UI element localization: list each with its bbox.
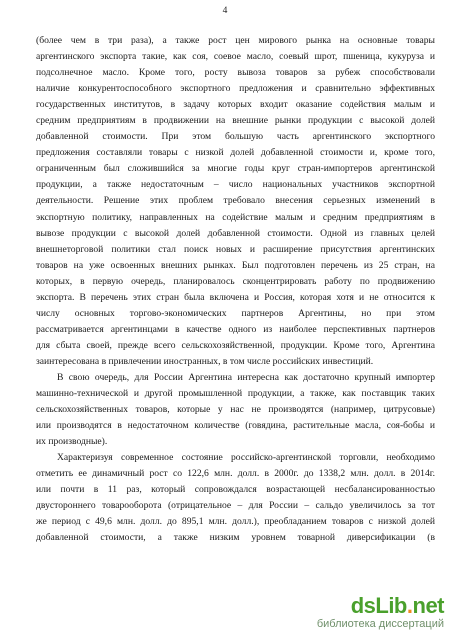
text-line: деятельности. Решение этих проблем требовало внесения серьезных изменений в xyxy=(36,195,435,207)
text-line: вывозе продукции с высокой долей добавленной стоимости. Одной из главных целей xyxy=(36,227,435,239)
text-line: их производные). xyxy=(36,436,108,448)
text-line: Характеризуя современное состояние российско-аргентинской торговли, необходимо xyxy=(57,452,435,464)
text-line: В свою очередь, для России Аргентина интересна как достаточно крупный импортер xyxy=(57,371,435,383)
text-line: добавленной стоимости. При этом большую часть аргентинского экспортного xyxy=(36,131,435,143)
text-line: экспорта. В перечень этих стран была включена и Россия, которая хотя и не относится к xyxy=(36,291,435,303)
text-line: или почти в 11 раз, который сопровождался возрастающей несбалансированностью xyxy=(36,484,435,496)
text-line: же период с 49,6 млн. долл. до 895,1 млн. долл.), преобладанием товаров с низкой долей xyxy=(36,516,435,528)
watermark-logo-main: dsLib xyxy=(350,593,407,618)
text-line: средним предприятиям в продвижении на внешние рынки продукции с высокой долей xyxy=(36,115,435,127)
text-line: подсолнечное масло. Кроме того, росту вывоза товаров за рубеж способствовали xyxy=(36,67,435,79)
text-line: экспортную политику, направленных на содействие малым и средним предприятиям в xyxy=(36,211,435,223)
watermark-caption: библиотека диссертаций xyxy=(316,618,444,630)
text-line: числу основных торгово-экономических партнеров Аргентины, но при этом xyxy=(36,307,435,319)
text-line: (более чем в три раза), а также рост цен мирового рынка на основные товары xyxy=(36,35,435,46)
text-line: или производятся в недостаточном количестве (говядина, растительные масла, соя-бобы и xyxy=(36,420,435,432)
text-line: товаров на уже освоенных внешних рынках. Был подготовлен перечень из 25 стран, на xyxy=(36,259,435,271)
text-line: машинно-технической и другой промышленной продукции, а также, как поставщик таких xyxy=(36,388,435,400)
watermark-logo-text xyxy=(317,594,444,618)
text-line: которых, в первую очередь, планировалось сконцентрировать работу по продвижению xyxy=(36,275,435,287)
text-line: рассматривается аргентинцами в качестве одного из наиболее перспективных партнеров xyxy=(36,323,435,335)
text-line: внешнеторговой политики стал поиск новых и расширение присутствия аргентинских xyxy=(36,243,435,255)
text-line: заинтересована в привлечении иностранных, в том числе российских инвестиций. xyxy=(36,355,374,367)
watermark-logo-dot: . xyxy=(406,593,413,618)
watermark-logo-tld: net xyxy=(412,593,444,618)
text-line: аргентинского экспорта такие, как соя, соевое масло, соевый шрот, пшеница, кукуруза и xyxy=(36,51,435,63)
text-line: ограниченным был сложившийся за многие годы круг стран-импортеров аргентинской xyxy=(36,163,435,175)
page-number: 4 xyxy=(222,6,228,16)
text-line: сельскохозяйственных товаров, которые у нас не производятся (например, цитрусовые) xyxy=(36,404,435,416)
text-line: наличие конкурентоспособного экспортного предложения и сравнительно эффективных xyxy=(36,83,435,95)
body-text xyxy=(36,33,435,547)
text-line: отметить ее динамичный рост со 122,6 млн. долл. в 2000г. до 1338,2 млн. долл. в 2014г. xyxy=(36,468,435,480)
text-line: добавленной стоимости, а также низким уровнем товарной диверсификации (в xyxy=(36,532,435,544)
text-line: продукции, а также недостаточным – число национальных участников экспортной xyxy=(36,179,435,191)
text-line: государственных институтов, в задачу которых входит оказание содействия малым и xyxy=(36,99,435,111)
text-line: предложения составляли товары с низкой долей добавленной стоимости и, кроме того, xyxy=(36,147,435,159)
text-line: для сбыта своей, прежде всего сельскохозяйственной, продукции. Кроме того, Аргентина xyxy=(36,339,435,351)
text-line: двустороннего товарооборота (отрицательное – для России – сальдо увеличилось за тот xyxy=(36,500,435,512)
watermark-logo xyxy=(317,594,444,631)
